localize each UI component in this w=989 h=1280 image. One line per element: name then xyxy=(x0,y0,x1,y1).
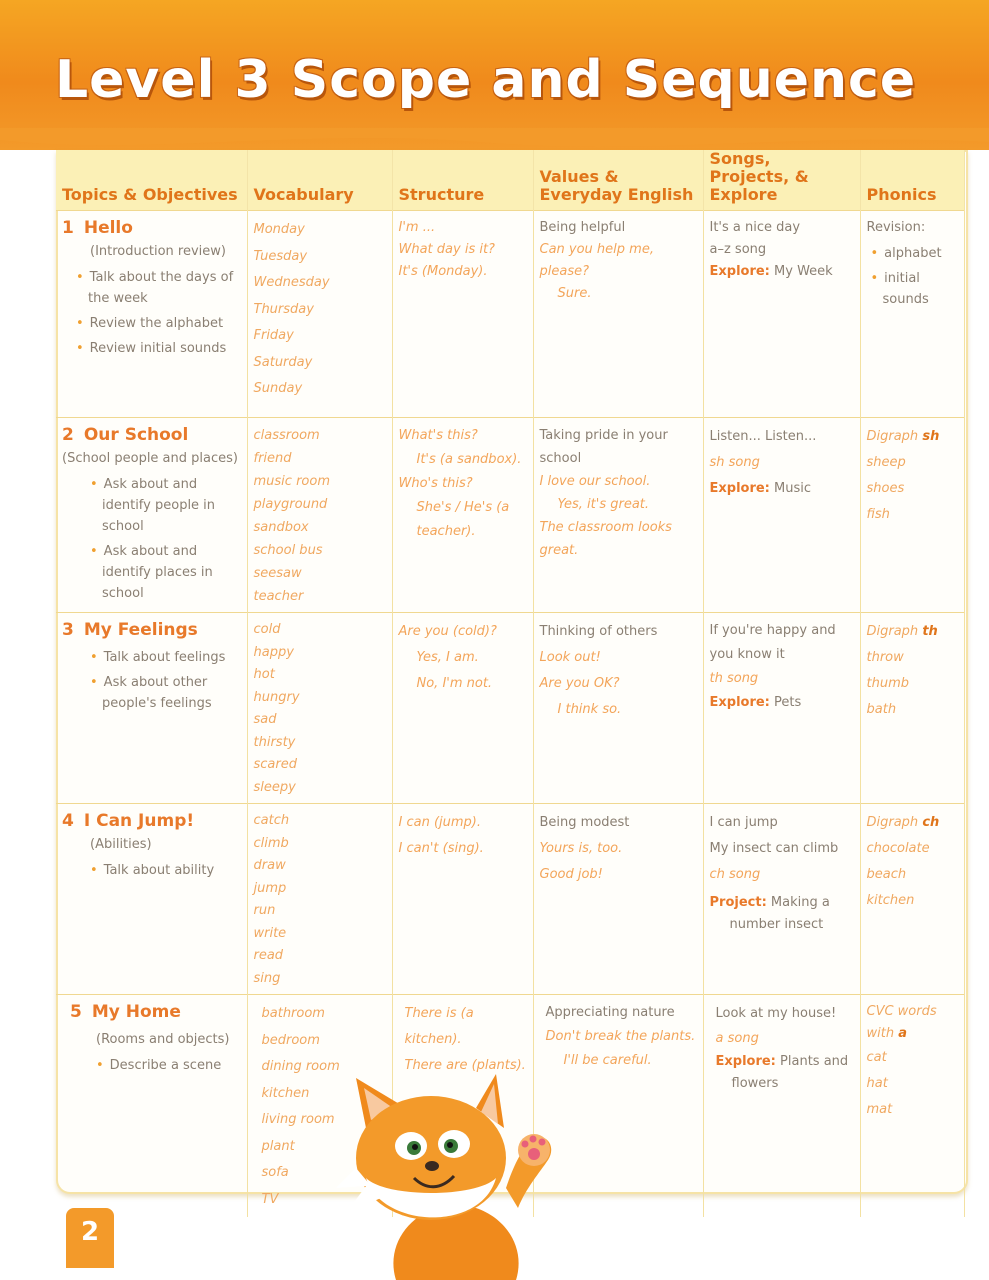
phonics-line: Revision: xyxy=(866,220,926,235)
songs-cell xyxy=(703,995,860,1218)
value-line: Can you help me, please? xyxy=(539,242,654,279)
song: My insect can climb xyxy=(709,841,839,856)
phonics-word: sheep xyxy=(866,455,906,470)
unit-title: 3 My Feelings xyxy=(62,620,198,640)
structure-line: There is (a kitchen). xyxy=(404,1006,474,1047)
topics-cell xyxy=(56,804,247,995)
objective: • Talk about the days of the week xyxy=(62,267,241,309)
scope-table xyxy=(56,150,965,1217)
vocab-word: thirsty xyxy=(253,734,296,750)
vocab-word: Monday xyxy=(253,222,305,237)
vocab-word: plant xyxy=(261,1138,295,1154)
structure-line: It's (Monday). xyxy=(398,264,488,279)
phonics-word: fish xyxy=(866,507,890,522)
phonics-word: cat xyxy=(866,1050,887,1065)
phonics-word: beach xyxy=(866,867,907,882)
phonics-word: throw xyxy=(866,650,904,665)
vocab-word: TV xyxy=(261,1191,279,1207)
unit-title: 5 My Home xyxy=(70,1002,181,1022)
vocab-word: write xyxy=(253,925,287,941)
explore-label: Explore: xyxy=(709,695,770,710)
unit-subtitle: (Abilities) xyxy=(90,837,152,852)
vocab-word: school bus xyxy=(253,543,323,558)
objective: • Ask about other people's feelings xyxy=(62,672,241,714)
vocab-word: Tuesday xyxy=(253,248,308,264)
value-line: I'll be careful. xyxy=(563,1053,652,1068)
vocab-word: jump xyxy=(253,880,287,896)
phonics-word: hat xyxy=(866,1076,888,1091)
structure-line: I can (jump). xyxy=(398,815,481,830)
page-number: 2 xyxy=(66,1208,114,1268)
values-cell xyxy=(533,995,703,1218)
vocab-word: climb xyxy=(253,835,289,851)
objective: • Review the alphabet xyxy=(62,313,241,334)
structure-line: She's / He's (a teacher). xyxy=(416,500,510,539)
vocab-word: sandbox xyxy=(253,520,309,535)
structure-line: No, I'm not. xyxy=(416,676,493,691)
explore-label: Explore: xyxy=(709,481,770,496)
vocab-word: seesaw xyxy=(253,566,302,581)
phonics-heading: CVC words with a xyxy=(866,1004,937,1041)
vocab-word: living room xyxy=(261,1112,335,1127)
vocab-word: Saturday xyxy=(253,354,313,370)
vocab-word: bedroom xyxy=(261,1032,320,1048)
values-cell xyxy=(533,613,703,804)
table-row xyxy=(56,418,964,613)
explore-topic: Plants and flowers xyxy=(731,1054,849,1091)
topics-cell xyxy=(56,211,247,418)
header-values: Values & Everyday English xyxy=(533,150,703,211)
phonics-cell xyxy=(860,804,964,995)
phonics-word: thumb xyxy=(866,676,909,691)
structure-line: I'm ... xyxy=(398,220,436,235)
structure-cell xyxy=(392,804,533,995)
song: It's a nice day xyxy=(709,220,801,235)
phonics-heading: Digraph th xyxy=(866,624,938,639)
vocab-word: sleepy xyxy=(253,779,296,795)
value-line: I love our school. xyxy=(539,474,651,489)
value-line: Good job! xyxy=(539,867,603,882)
header-songs: Songs, Projects, & Explore xyxy=(703,150,860,211)
song: sh song xyxy=(709,455,760,470)
explore-topic: Pets xyxy=(774,695,802,710)
phonics-line: • alphabet xyxy=(867,243,958,264)
page-title: Level 3 Scope and Sequence xyxy=(55,50,917,110)
vocab-word: Thursday xyxy=(253,301,314,317)
header-phonics: Phonics xyxy=(860,150,964,211)
topics-cell xyxy=(56,613,247,804)
vocabulary-cell xyxy=(247,613,392,804)
vocab-word: Friday xyxy=(253,328,294,343)
structure-line: There are (plants). xyxy=(404,1058,526,1073)
vocab-word: sing xyxy=(253,970,281,986)
vocab-word: catch xyxy=(253,813,290,828)
vocab-word: music room xyxy=(253,474,330,489)
value-line: Look out! xyxy=(539,650,601,665)
vocab-word: happy xyxy=(253,644,294,660)
vocab-word: read xyxy=(253,948,284,963)
vocab-word: Wednesday xyxy=(253,275,330,290)
table-row xyxy=(56,804,964,995)
objective: • Talk about ability xyxy=(62,860,241,881)
vocabulary-cell xyxy=(247,211,392,418)
phonics-word: mat xyxy=(866,1102,893,1117)
vocab-word: sad xyxy=(253,712,277,727)
phonics-line: • initial sounds xyxy=(867,268,958,310)
phonics-word: shoes xyxy=(866,481,905,496)
vocab-word: teacher xyxy=(253,589,304,604)
values-cell xyxy=(533,418,703,613)
table-row xyxy=(56,211,964,418)
explore-topic: My Week xyxy=(774,264,833,279)
vocab-word: draw xyxy=(253,858,286,873)
song: a–z song xyxy=(709,242,767,257)
songs-cell xyxy=(703,804,860,995)
objective: • Talk about feelings xyxy=(62,647,241,668)
values-cell xyxy=(533,211,703,418)
vocab-word: Sunday xyxy=(253,381,303,396)
phonics-word: bath xyxy=(866,702,897,717)
phonics-cell xyxy=(860,418,964,613)
phonics-word: chocolate xyxy=(866,841,930,856)
value-line: Don't break the plants. xyxy=(545,1029,696,1044)
objective: • Ask about and identify places in school xyxy=(62,541,241,604)
song: a song xyxy=(715,1031,759,1046)
header-structure: Structure xyxy=(392,150,533,211)
table-header-row xyxy=(56,150,964,211)
unit-subtitle: (Introduction review) xyxy=(90,244,226,259)
vocab-word: sofa xyxy=(261,1165,289,1180)
structure-cell xyxy=(392,418,533,613)
unit-title: 1 Hello xyxy=(62,218,133,238)
objective: • Describe a scene xyxy=(62,1055,241,1076)
value-heading: Taking pride in your school xyxy=(539,428,668,466)
structure-line: It's (a sandbox). xyxy=(416,452,522,467)
songs-cell xyxy=(703,418,860,613)
songs-cell xyxy=(703,211,860,418)
phonics-cell xyxy=(860,211,964,418)
unit-subtitle: (School people and places) xyxy=(62,451,238,466)
song: Listen... Listen... xyxy=(709,429,817,444)
vocab-word: dining room xyxy=(261,1059,340,1074)
header-vocabulary: Vocabulary xyxy=(247,150,392,211)
vocab-word: friend xyxy=(253,451,292,466)
topics-cell xyxy=(56,995,247,1218)
value-line: Sure. xyxy=(557,286,592,301)
structure-line: What's this? xyxy=(398,428,478,443)
vocabulary-cell xyxy=(247,804,392,995)
values-cell xyxy=(533,804,703,995)
value-heading: Being modest xyxy=(539,815,630,830)
song: If you're happy and you know it xyxy=(709,623,836,662)
song: Look at my house! xyxy=(715,1006,837,1021)
value-line: Are you OK? xyxy=(539,676,620,691)
unit-subtitle: (Rooms and objects) xyxy=(96,1032,230,1047)
phonics-cell xyxy=(860,613,964,804)
project-label: Project: xyxy=(709,895,767,910)
unit-title: 4 I Can Jump! xyxy=(62,811,195,831)
vocab-word: scared xyxy=(253,757,297,772)
project-topic: Making a number insect xyxy=(729,895,830,932)
explore-topic: Music xyxy=(774,481,812,496)
vocab-word: cold xyxy=(253,622,281,637)
objective: • Ask about and identify people in school xyxy=(62,474,241,537)
value-heading: Being helpful xyxy=(539,220,626,235)
structure-line: Who's this? xyxy=(398,476,473,491)
structure-cell xyxy=(392,211,533,418)
structure-line: Are you (cold)? xyxy=(398,624,497,639)
objective: • Review initial sounds xyxy=(62,338,241,359)
vocab-word: bathroom xyxy=(261,1006,325,1021)
explore-label: Explore: xyxy=(709,264,770,279)
phonics-cell xyxy=(860,995,964,1218)
songs-cell xyxy=(703,613,860,804)
header-topics: Topics & Objectives xyxy=(56,150,247,211)
structure-line: Yes, I am. xyxy=(416,650,479,665)
vocab-word: classroom xyxy=(253,428,320,443)
structure-cell xyxy=(392,613,533,804)
value-line: I think so. xyxy=(557,702,622,717)
vocab-word: playground xyxy=(253,497,328,512)
value-line: Yours is, too. xyxy=(539,841,623,856)
cat-mascot-illustration xyxy=(326,1068,556,1280)
structure-line: What day is it? xyxy=(398,242,495,257)
phonics-heading: Digraph sh xyxy=(866,429,940,444)
vocab-word: hungry xyxy=(253,689,300,705)
vocab-word: kitchen xyxy=(261,1085,310,1101)
vocabulary-cell xyxy=(247,418,392,613)
value-line: Yes, it's great. xyxy=(557,497,650,512)
phonics-heading: Digraph ch xyxy=(866,815,940,830)
phonics-word: kitchen xyxy=(866,893,915,908)
table-row xyxy=(56,613,964,804)
value-heading: Appreciating nature xyxy=(545,1005,675,1020)
vocab-word: hot xyxy=(253,667,275,682)
song: ch song xyxy=(709,867,761,882)
value-line: The classroom looks great. xyxy=(539,520,672,558)
song: I can jump xyxy=(709,815,778,830)
explore-label: Explore: xyxy=(715,1054,776,1069)
unit-title: 2 Our School xyxy=(62,425,189,445)
topics-cell xyxy=(56,418,247,613)
structure-line: I can't (sing). xyxy=(398,841,484,856)
song: th song xyxy=(709,671,759,686)
vocab-word: run xyxy=(253,903,276,918)
value-heading: Thinking of others xyxy=(539,624,658,639)
